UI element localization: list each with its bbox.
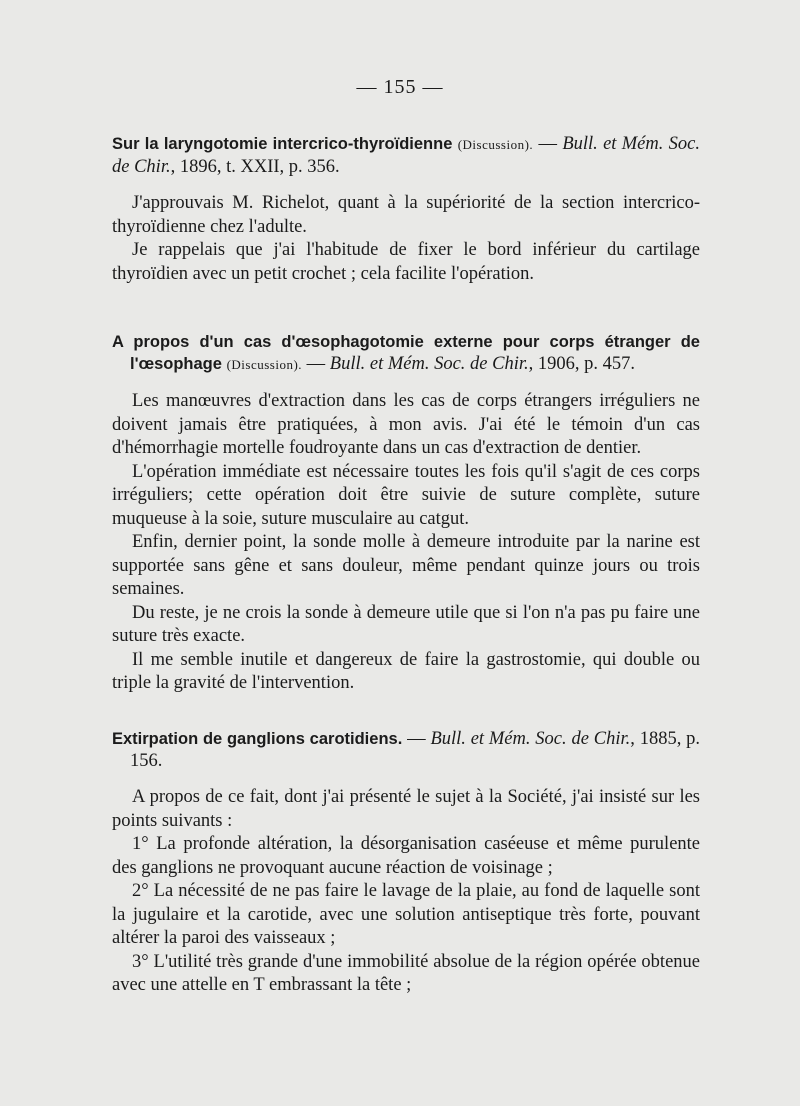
entry-title-separator: — xyxy=(533,134,563,154)
entry-title-discussion: (Discussion). xyxy=(457,137,534,152)
entry-laryngotomie xyxy=(112,133,700,286)
paragraph: 1° La profonde altération, la désorganisation caséeuse et même purulente des ganglions ne provoquant aucune réaction de voisinage ; xyxy=(112,834,700,878)
paragraph: L'opération immédiate est nécessaire toutes les fois qu'il s'agit de ces corps irréguliers; cette opération doit être suivie de suture complète, suture muqueuse à la soie, suture musculaire au catgut. xyxy=(112,461,700,529)
entry-title xyxy=(112,331,700,376)
entry-title-reference: Bull. et Mém. Soc. de Chir. xyxy=(430,729,631,749)
entry-title-discussion: (Discussion). xyxy=(226,357,303,372)
entry-oesophagotomie xyxy=(112,331,700,696)
entry-title-separator: — xyxy=(402,729,431,749)
page-number: — 155 — xyxy=(356,76,444,98)
paragraph: Les manœuvres d'extraction dans les cas de corps étrangers irréguliers ne doivent jamais être pratiquées, à mon avis. J'ai été le témoin d'un cas d'hémorrhagie mortelle foudroyante dans un cas d'extraction de dentier. xyxy=(112,391,700,458)
paragraph: 2° La nécessité de ne pas faire le lavage de la plaie, au fond de laquelle sont la jugulaire et la carotide, avec une solution antiseptique très forte, pouvant altérer la paroi des vaisseaux ; xyxy=(112,881,700,948)
entry-title-citation: , 1906, p. 457. xyxy=(528,354,635,374)
paragraph: Enfin, dernier point, la sonde molle à demeure introduite par la narine est supportée sans gêne et sans douleur, même pendant quinze jours ou trois semaines. xyxy=(112,532,700,599)
paragraph: J'approuvais M. Richelot, quant à la supériorité de la section intercrico-thyroïdienne chez l'adulte. xyxy=(112,193,700,237)
entry-title-main: Extirpation de ganglions carotidiens. xyxy=(112,730,403,748)
paragraph: Du reste, je ne crois la sonde à demeure utile que si l'on n'a pas pu faire une suture très exacte. xyxy=(112,602,700,646)
entry-body xyxy=(112,786,700,998)
entry-ganglions xyxy=(112,728,700,998)
paragraph: A propos de ce fait, dont j'ai présenté le sujet à la Société, j'ai insisté sur les points suivants : xyxy=(112,787,700,831)
entry-title-reference: Bull. et Mém. Soc. de Chir. xyxy=(329,354,529,374)
entry-body xyxy=(112,192,700,286)
entry-title-main: A propos d'un cas d'œsophagotomie externe pour corps étranger de l'œsophage xyxy=(112,333,700,373)
entry-title-main: Sur la laryngotomie intercrico-thyroïdienne xyxy=(112,135,453,153)
entry-title-citation: , 1896, t. XXII, p. 356. xyxy=(170,157,340,177)
entry-title xyxy=(112,728,700,772)
paragraph: Je rappelais que j'ai l'habitude de fixer le bord inférieur du cartilage thyroïdien avec un petit crochet ; cela facilite l'opération. xyxy=(112,240,700,284)
paragraph: Il me semble inutile et dangereux de faire la gastrostomie, qui double ou triple la gravité de l'intervention. xyxy=(112,649,700,693)
entry-body xyxy=(112,390,700,696)
entry-title-separator: — xyxy=(302,354,330,374)
entry-title xyxy=(112,133,700,178)
paragraph: 3° L'utilité très grande d'une immobilité absolue de la région opérée obtenue avec une attelle en T embrassant la tête ; xyxy=(112,951,700,995)
entry-title-reference: Bull. et Mém. Soc. de Chir. xyxy=(112,134,701,177)
entry-title-citation: , 1885, p. 156. xyxy=(130,729,701,771)
